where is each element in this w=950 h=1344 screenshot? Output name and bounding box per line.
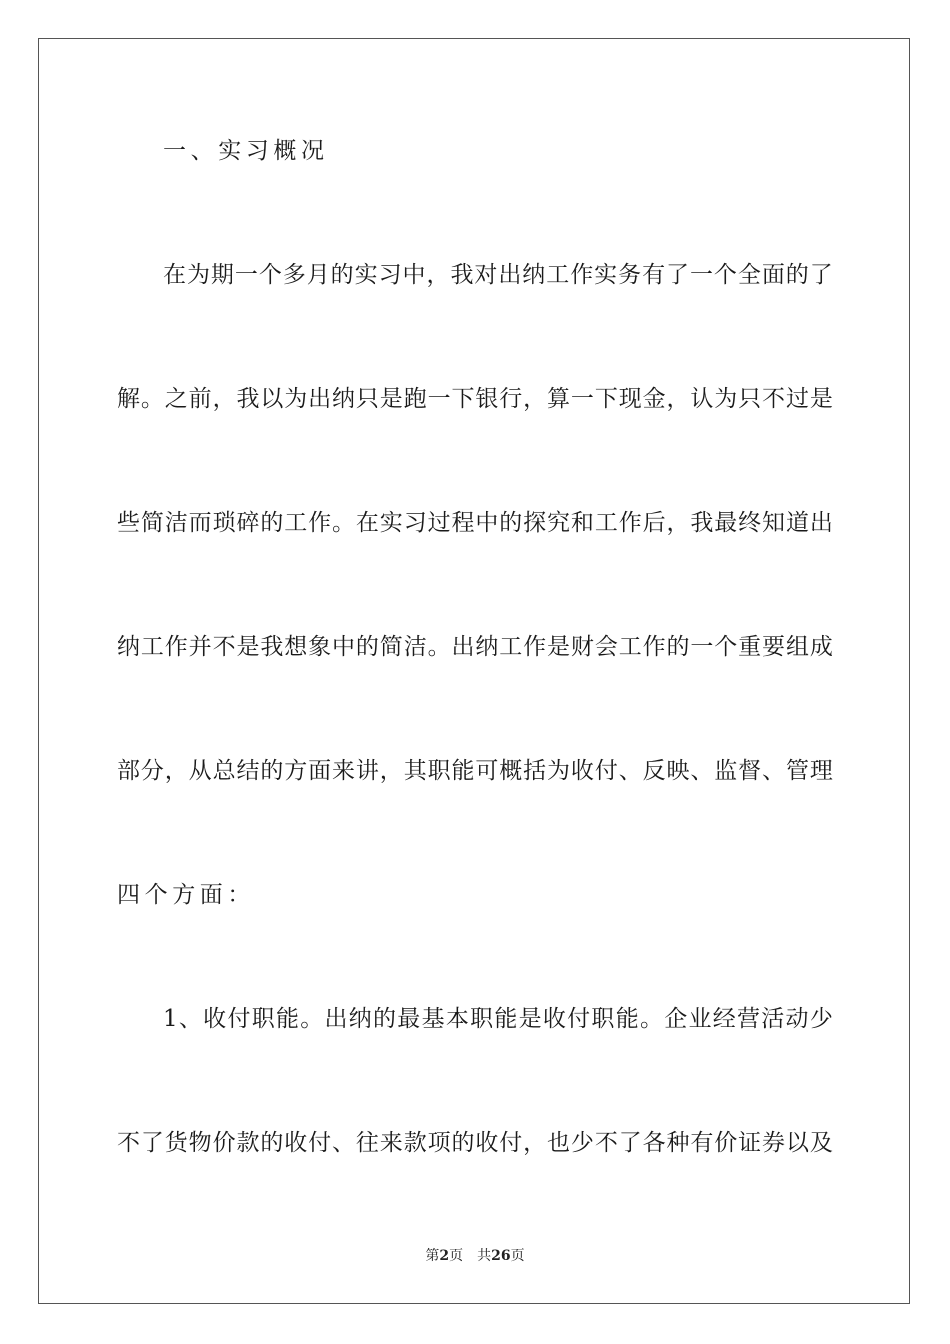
page-footer bbox=[0, 1247, 950, 1265]
paragraph-line: 些 简 洁 而 琐 碎 的 工 作 。 在 实 习 过 程 中 的 探 究 和 工 作 后 ， 我 最 终 知 道 出 bbox=[117, 510, 833, 536]
paragraph-line: 1 、 收 付 职 能 。 出 纳 的 最 基 本 职 能 是 收 付 职 能 。 企 业 经 营 活 动 少 bbox=[163, 1006, 833, 1032]
page-prefix: 第 bbox=[425, 1248, 440, 1264]
total-prefix: 共 bbox=[477, 1248, 492, 1264]
paragraph-line: 四个方面： bbox=[117, 882, 255, 908]
page-number: 2 bbox=[439, 1248, 450, 1264]
paragraph-line: 纳 工 作 并 不 是 我 想 象 中 的 简 洁 。 出 纳 工 作 是 财 会 工 作 的 一 个 重 要 组 成 bbox=[117, 634, 833, 660]
paragraph-line: 部 分 ， 从 总 结 的 方 面 来 讲 ， 其 职 能 可 概 括 为 收 付 、 反 映 、 监 督 、 管 理 bbox=[117, 758, 833, 784]
total-suffix: 页 bbox=[510, 1248, 525, 1264]
page-frame bbox=[38, 38, 910, 1304]
paragraph-line: 不 了 货 物 价 款 的 收 付 、 往 来 款 项 的 收 付 ， 也 少 不 了 各 种 有 价 证 券 以 及 bbox=[117, 1130, 833, 1156]
section-heading: 一、实习概况 bbox=[163, 138, 329, 164]
page-suffix: 页 bbox=[449, 1248, 464, 1264]
total-pages: 26 bbox=[491, 1248, 511, 1264]
paragraph-line: 解 。 之 前 ， 我 以 为 出 纳 只 是 跑 一 下 银 行 ， 算 一 下 现 金 ， 认 为 只 不 过 是 bbox=[117, 386, 833, 412]
paragraph-line: 在 为 期 一 个 多 月 的 实 习 中 ， 我 对 出 纳 工 作 实 务 有 了 一 个 全 面 的 了 bbox=[163, 262, 833, 288]
